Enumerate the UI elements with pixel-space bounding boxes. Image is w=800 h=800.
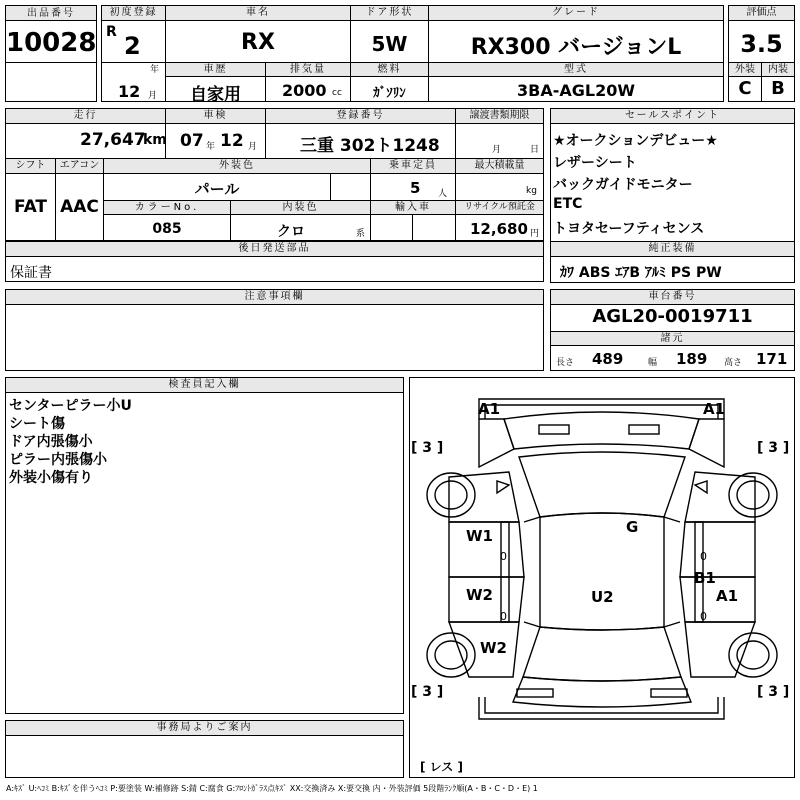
recycle: 12,680 [470,220,528,238]
inspector-line: ピラー内張傷小 [9,452,107,468]
inspector-label: 検査員記入欄 [168,379,241,390]
damage-mark: A1 [703,400,726,418]
right-rear-fender [685,622,755,677]
color-label: 外装色 [219,160,255,171]
tire-depth-fl: [ 3 ] [411,440,444,456]
sales-item: レザーシート [553,155,637,171]
tire-rr [729,633,777,677]
windshield [519,452,685,517]
plate-label: 登録番号 [336,110,385,121]
damage-mark: A1 [478,400,501,418]
import-label: 輸入車 [395,202,431,213]
int-label: 内装 [768,64,788,75]
sales-item: ★オークションデビュー★ [553,133,718,149]
reg-year-unit: 年 [150,65,160,75]
tailgate [513,677,691,707]
reg-month-unit: 月 [148,91,158,101]
damage-mark: W2 [480,639,507,657]
tire-rl [427,633,475,677]
door-label: ドア形状 [365,7,414,18]
history: 自家用 [190,85,241,105]
load-unit: kg [526,186,537,196]
inspect-label: 車検 [203,110,228,121]
inspector-line: シート傷 [9,416,65,432]
zero-mark: 0 [700,610,707,623]
transfer-day: 日 [530,145,540,155]
history-label: 車歴 [203,64,228,75]
reg-year: 2 [124,32,141,60]
front-fender-right [689,419,724,467]
reg-era: R [106,24,117,40]
inspect-month: 12 [220,131,244,151]
sales-item: トヨタセーフティセンス [553,221,705,237]
damage-mark: B1 [694,569,716,587]
door-type: 5W [371,32,408,56]
later-label: 後日発送部品 [238,243,311,254]
disp-label: 排気量 [290,64,326,75]
reg-label: 初度登録 [109,7,158,18]
colorno: 085 [152,221,182,237]
inspector-line: ドア内張傷小 [9,434,93,450]
plate: 三重 302ト1248 [300,136,440,156]
inspect-year-unit: 年 [206,142,216,152]
lot-box [5,5,97,102]
transfer-label: 譲渡書類期限 [469,110,530,121]
mileage-unit: km [143,132,167,148]
rear-glass [523,627,681,681]
grade: RX300 バージョンL [470,35,682,60]
name-label: 車名 [246,7,270,18]
wid-label: 幅 [648,358,658,368]
mileage-label: 走行 [73,110,98,121]
sales-item: バックガイドモニター [553,177,693,193]
score: 3.5 [740,30,783,58]
zero-mark: 0 [500,610,507,623]
grade-label: グレード [552,7,600,18]
inspector-line: 外装小傷有り [9,470,93,486]
car-diagram [409,377,795,778]
disp-unit: cc [332,88,342,98]
hood [504,412,699,449]
damage-mark: U2 [591,588,614,606]
len-label: 長さ [556,358,575,368]
recycle-unit: 円 [530,229,540,239]
later-parts: 保証書 [10,265,52,281]
hgt-label: 高さ [724,358,743,368]
sales-item: ETC [553,196,583,212]
damage-mark: W1 [466,527,493,545]
equip-label: 純正装備 [648,243,697,254]
shift: FAT [13,197,48,217]
intcolor-unit: 系 [356,229,366,239]
front-bumper [479,399,724,419]
ac: AAC [60,197,99,217]
cap-unit: 人 [438,189,448,199]
length: 489 [592,350,624,368]
equip-items: ｶﾜ ABS ｴｱB ｱﾙﾐ PS PW [560,265,722,281]
sales-label: セールスポイント [624,110,721,121]
front-fender-left [479,419,514,467]
chassis-number: AGL20-0019711 [592,306,753,327]
tire-fl [427,473,475,517]
inspector-line: センターピラー小U [9,398,132,414]
reg-month: 12 [118,82,141,101]
ac-label: エアコン [59,160,100,171]
mileage: 27,647 [80,130,146,150]
score-label: 評価点 [746,7,777,18]
colorno-label: カラーNo. [134,202,200,213]
ext-score: C [738,78,752,99]
transfer-month: 月 [492,145,502,155]
lot-label: 出品番号 [27,8,75,19]
office-label: 事務局よりご案内 [156,722,253,733]
spare-tire: [ レス ] [420,760,463,774]
tire-fr [729,473,777,517]
model-code: 3BA-AGL20W [517,81,635,100]
tire-depth-rl: [ 3 ] [411,684,444,700]
spec-label: 諸元 [660,333,685,344]
damage-mark: W2 [466,586,493,604]
intcolor-label: 内装色 [282,202,319,213]
tire-depth-fr: [ 3 ] [757,440,790,456]
damage-mark: G [626,518,639,536]
right-front-door [680,522,755,577]
width: 189 [676,350,708,368]
recycle-label: リサイクル預託金 [464,202,535,212]
fuel: ｶﾞｿﾘﾝ [373,86,406,101]
int-score: B [771,78,785,99]
zero-mark: 0 [500,550,507,563]
roof [540,513,664,630]
fuel-label: 燃料 [377,64,402,75]
capacity: 5 [410,179,421,197]
rear-bumper [479,697,724,719]
notes-label: 注意事項欄 [244,291,305,302]
legend: A:ｷｽﾞ U:ﾍｺﾐ B:ｷｽﾞを伴うﾍｺﾐ P:要塗装 W:補修跡 S:錆 C:腐食 G:ﾌﾛﾝﾄｶﾞﾗｽ点ｷｽﾞ XX:交換済み X:要交換 内・外装評価 5段階ﾗﾝｸ順(A・B・C・D・E) 1 [6,784,538,793]
shift-label: シフト [15,160,46,171]
tire-depth-rr: [ 3 ] [757,684,790,700]
intcolor: クロ [277,224,305,240]
chassis-label: 車台番号 [648,291,697,302]
damage-mark: A1 [716,587,739,605]
load-label: 最大積載量 [474,160,525,171]
inspect-year: 07 [180,131,204,151]
cap-label: 乗車定員 [389,160,437,171]
car-name: RX [241,30,275,55]
model-label: 型式 [564,64,588,75]
color: パール [194,180,240,198]
zero-mark: 0 [700,550,707,563]
displacement: 2000 [282,81,327,100]
ext-label: 外装 [735,64,755,75]
lot-number: 10028 [6,28,97,58]
height: 171 [756,350,788,368]
inspect-month-unit: 月 [248,142,258,152]
